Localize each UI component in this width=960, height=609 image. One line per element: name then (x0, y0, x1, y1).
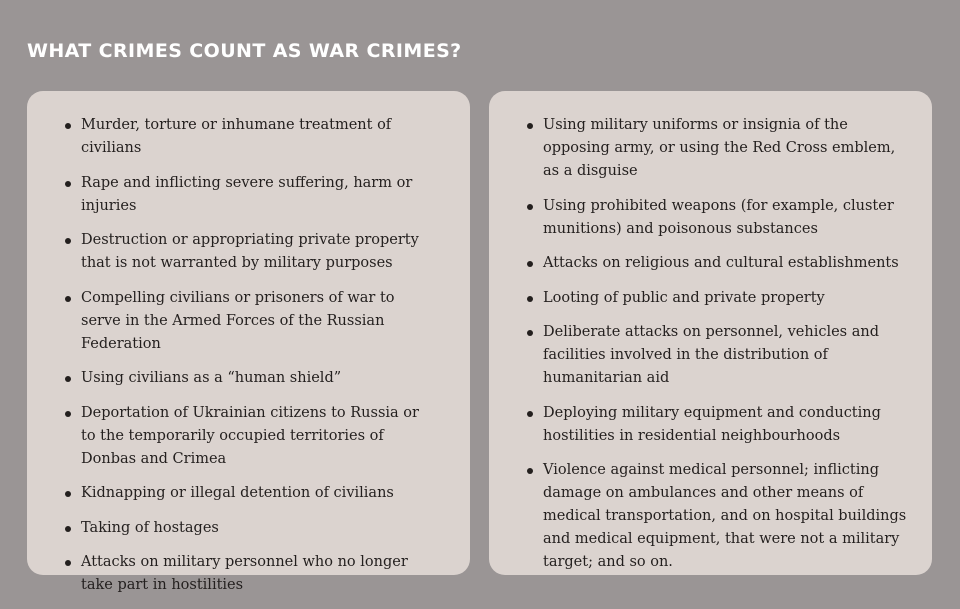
list-item (65, 402, 437, 471)
list-item (65, 229, 437, 275)
list-item-text: Rape and inflicting severe suffering, harm or injuries (81, 174, 413, 214)
list-item (527, 114, 913, 183)
bullet-icon (527, 330, 533, 336)
list-item-text: Attacks on military personnel who no longer take part in hostilities (81, 554, 408, 593)
list-item (65, 172, 437, 218)
list-item-text: Taking of hostages (81, 519, 219, 536)
list-item-text: Deploying military equipment and conducting hostilities in residential neighbourhoods (543, 404, 881, 444)
list-item-text: Violence against medical personnel; inflicting damage on ambulances and other means of medical transportation, and on hospital buildings and medical equipment, that were not a military target; and so on. (543, 462, 907, 570)
bullet-icon (65, 560, 71, 566)
list-item-text: Kidnapping or illegal detention of civilians (81, 485, 394, 501)
bullet-icon (65, 376, 71, 382)
bullet-icon (65, 526, 71, 532)
list-item-text: Deliberate attacks on personnel, vehicles and facilities involved in the distribution of humanitarian aid (543, 324, 879, 386)
list-item-text: Compelling civilians or prisoners of war to serve in the Armed Forces of the Russian Federation (81, 289, 395, 352)
list-item (65, 517, 437, 540)
bullet-icon (65, 296, 71, 302)
bullet-icon (527, 411, 533, 417)
list-item (65, 287, 437, 356)
list-item (527, 287, 913, 310)
bullet-icon (527, 123, 533, 129)
page-title: WHAT CRIMES COUNT AS WAR CRIMES? (27, 40, 462, 62)
list-item-text: Attacks on religious and cultural establishments (543, 255, 899, 271)
list-item (65, 482, 437, 505)
bullet-icon (65, 491, 71, 497)
list-item (527, 402, 913, 448)
list-item-text: Using civilians as a “human shield” (81, 370, 342, 386)
list-item-text: Using military uniforms or insignia of the opposing army, or using the Red Cross emblem, as a disguise (543, 117, 896, 179)
bullet-icon (65, 181, 71, 187)
bullet-icon (527, 296, 533, 302)
bullet-icon (527, 204, 533, 210)
bullet-icon (65, 238, 71, 244)
right-crimes-list (527, 114, 913, 586)
list-item (527, 321, 913, 390)
list-item-text: Looting of public and private property (543, 289, 825, 306)
list-item (65, 367, 437, 390)
list-item-text: Deportation of Ukrainian citizens to Russia or to the temporarily occupied territories of Donbas and Crimea (81, 404, 419, 467)
bullet-icon (65, 411, 71, 417)
bullet-icon (527, 468, 533, 474)
list-item (65, 551, 437, 597)
list-item (527, 459, 913, 574)
left-crimes-list (65, 114, 437, 609)
list-item (527, 195, 913, 241)
list-item-text: Using prohibited weapons (for example, cluster munitions) and poisonous substances (543, 197, 894, 237)
list-item-text: Murder, torture or inhumane treatment of civilians (81, 117, 392, 156)
right-crimes-card (489, 91, 932, 575)
list-item-text: Destruction or appropriating private property that is not warranted by military purposes (81, 232, 419, 271)
bullet-icon (527, 261, 533, 267)
list-item (527, 252, 913, 275)
left-crimes-card (27, 91, 470, 593)
list-item (65, 114, 437, 160)
bullet-icon (65, 123, 71, 129)
